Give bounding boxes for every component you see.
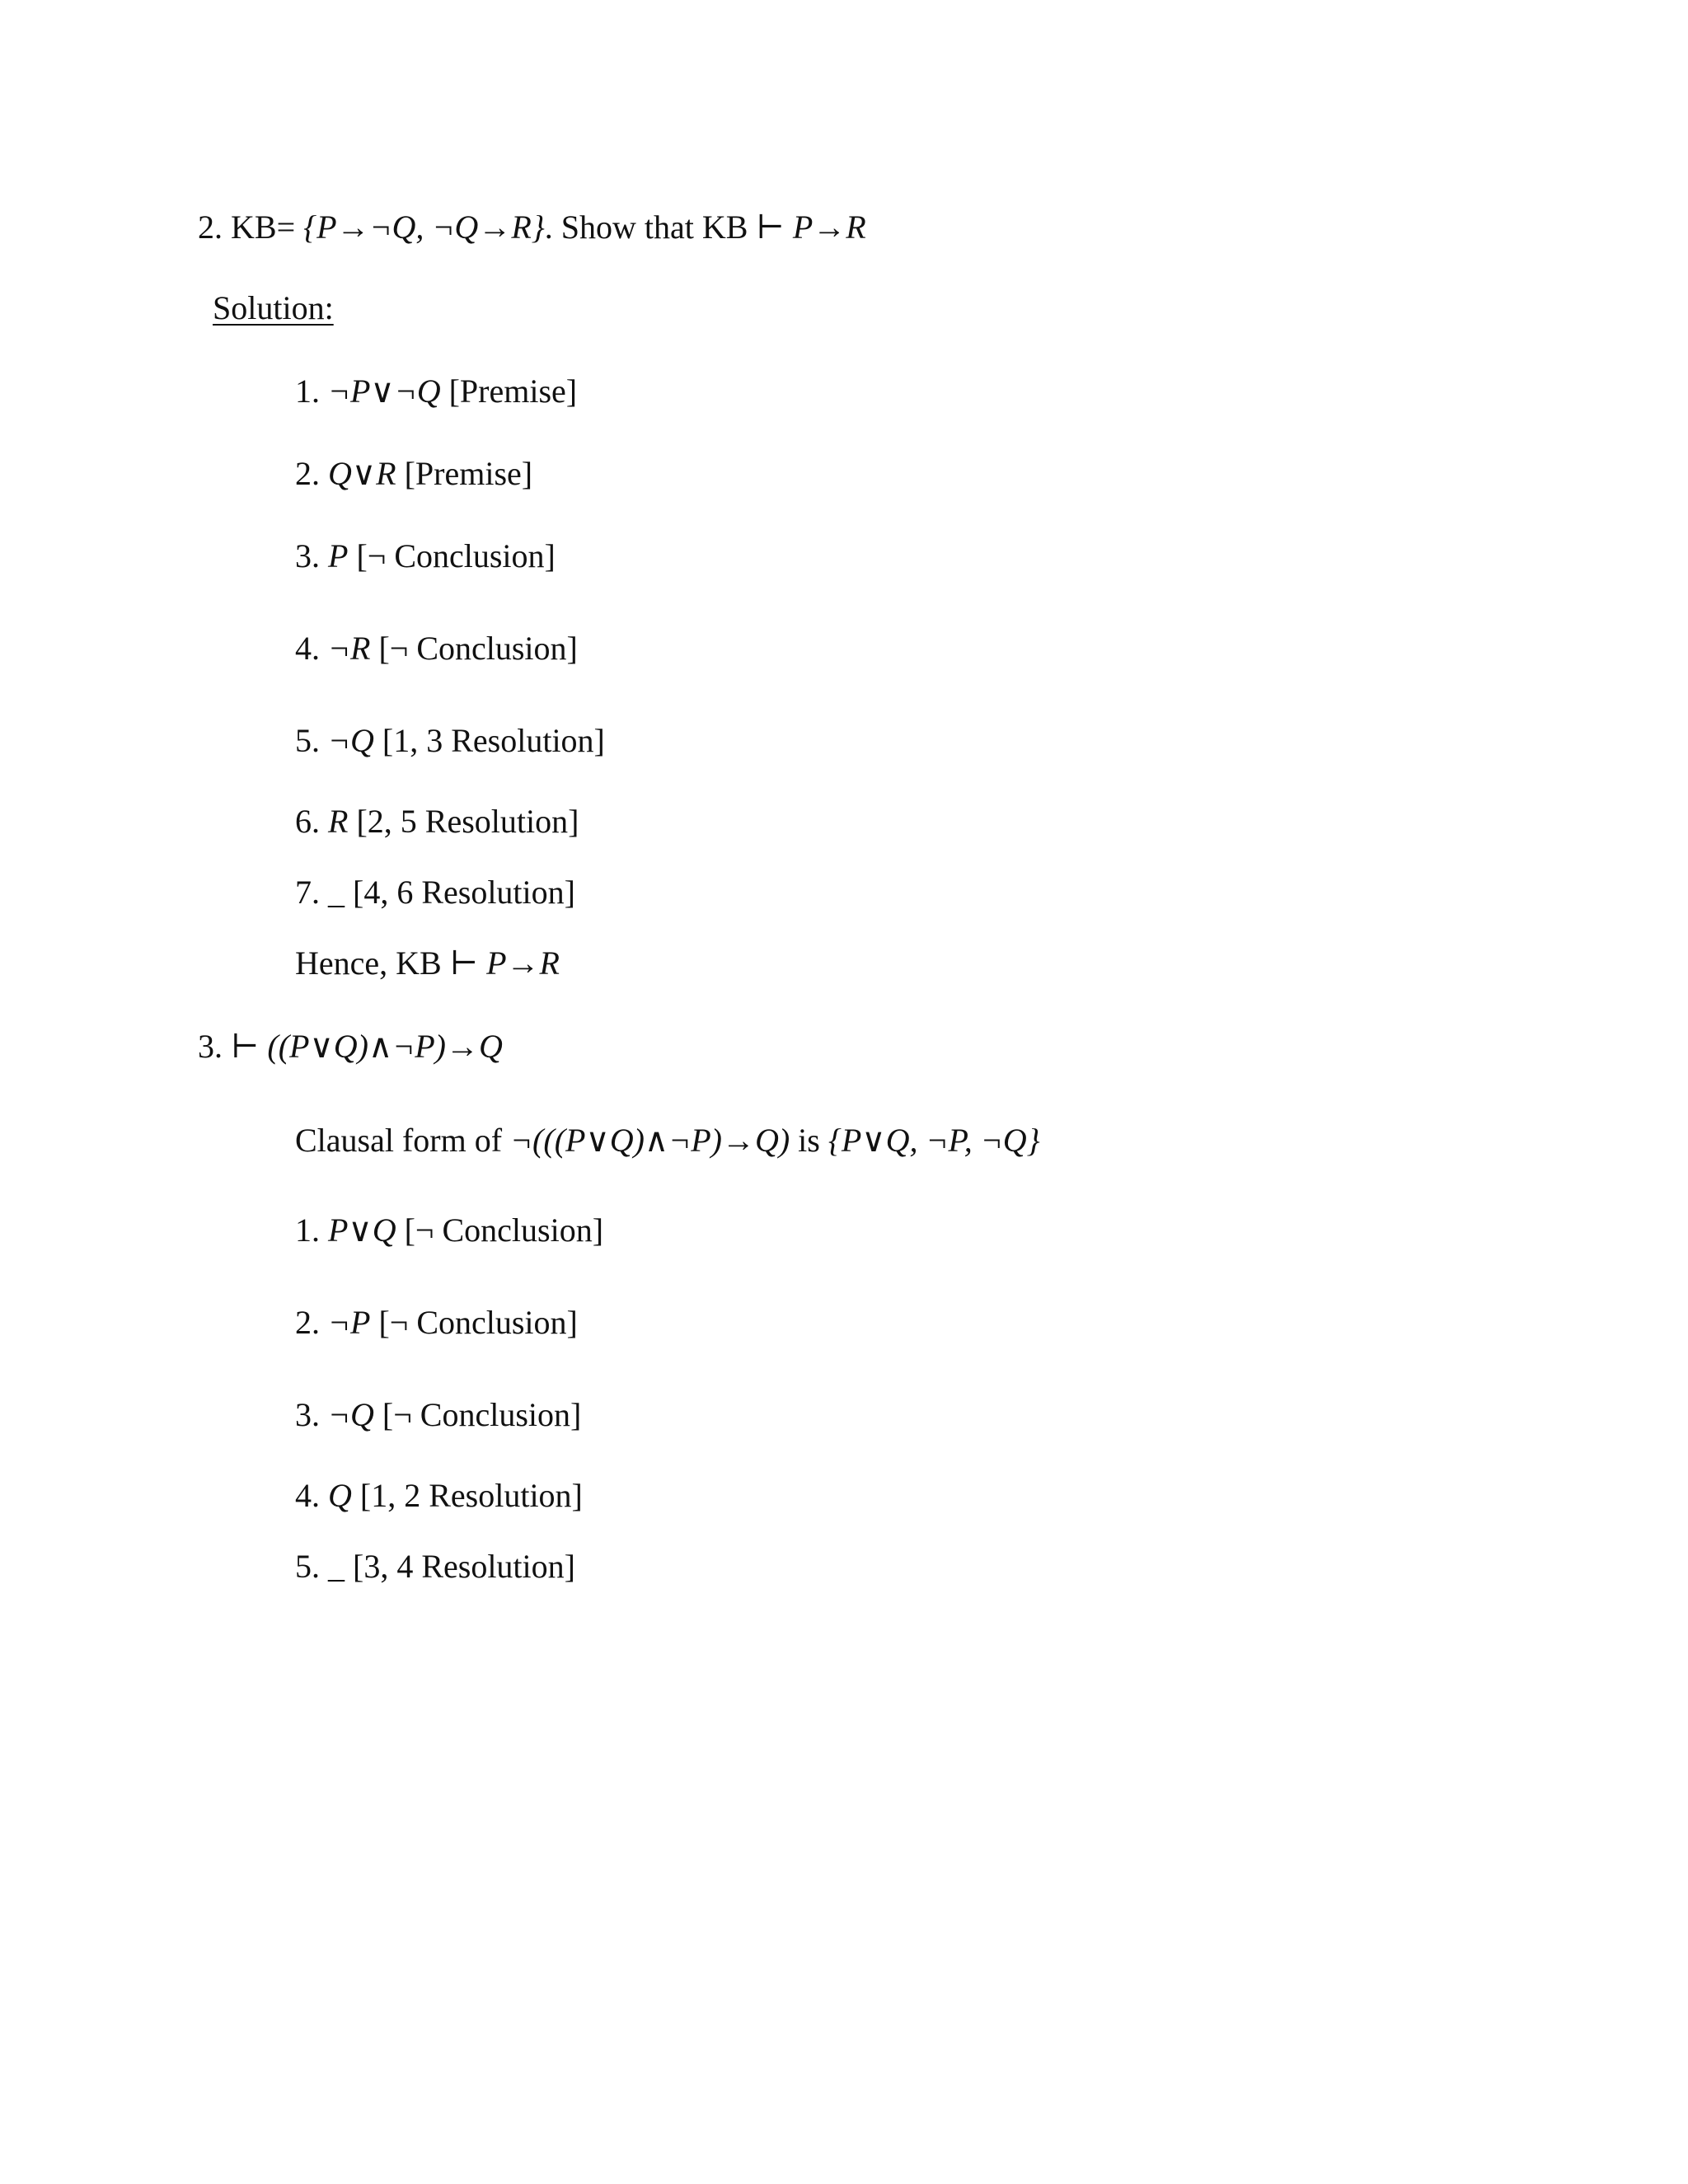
list-item: 3. ¬Q [¬ Conclusion] bbox=[295, 1396, 582, 1433]
clausal-prefix: Clausal form of bbox=[295, 1122, 503, 1159]
step-reason: [4, 6 Resolution] bbox=[353, 874, 575, 911]
list-item: 5. _ [3, 4 Resolution] bbox=[295, 1548, 575, 1585]
step-formula: ¬Q bbox=[328, 1396, 374, 1433]
step-formula: R bbox=[328, 803, 349, 840]
hence-line bbox=[295, 944, 560, 982]
list-item: 5. ¬Q [1, 3 Resolution] bbox=[295, 722, 605, 759]
clausal-negated-formula: ¬(((P∨Q)∧¬P)→Q) bbox=[510, 1122, 790, 1159]
step-reason: [¬ Conclusion] bbox=[404, 1212, 604, 1249]
list-item: 4. ¬R [¬ Conclusion] bbox=[295, 630, 578, 667]
clausal-is: is bbox=[798, 1122, 820, 1159]
step-reason: [¬ Conclusion] bbox=[378, 630, 578, 667]
hence-goal: P→R bbox=[486, 944, 560, 982]
step-formula: _ bbox=[328, 874, 345, 911]
problem-2-goal: P→R bbox=[792, 209, 866, 246]
step-reason: [¬ Conclusion] bbox=[382, 1396, 582, 1433]
step-formula: _ bbox=[328, 1548, 345, 1585]
list-item: 1. ¬P∨¬Q [Premise] bbox=[295, 373, 578, 410]
step-reason: [¬ Conclusion] bbox=[356, 537, 556, 574]
step-reason: [3, 4 Resolution] bbox=[353, 1548, 575, 1585]
problem-2-number: 2. KB= bbox=[198, 209, 296, 246]
step-formula: P∨Q bbox=[328, 1212, 396, 1249]
clausal-form-line bbox=[295, 1124, 1040, 1157]
list-item: 2. ¬P [¬ Conclusion] bbox=[295, 1304, 578, 1341]
step-reason: [¬ Conclusion] bbox=[378, 1304, 578, 1341]
step-formula: ¬P∨¬Q bbox=[328, 373, 441, 410]
problem-2-statement: . Show that KB ⊢ bbox=[544, 209, 785, 246]
hence-text: Hence, KB ⊢ bbox=[295, 944, 479, 982]
step-reason: [1, 3 Resolution] bbox=[382, 722, 605, 759]
list-item: 3. P [¬ Conclusion] bbox=[295, 537, 556, 574]
solution-label: Solution: bbox=[213, 289, 334, 326]
problem-3-formula: ((P∨Q)∧¬P)→Q bbox=[267, 1028, 503, 1065]
step-reason: [Premise] bbox=[404, 455, 533, 492]
list-item: 2. Q∨R [Premise] bbox=[295, 455, 533, 492]
list-item: 1. P∨Q [¬ Conclusion] bbox=[295, 1212, 604, 1249]
list-item: 6. R [2, 5 Resolution] bbox=[295, 803, 579, 840]
step-formula: ¬R bbox=[328, 630, 371, 667]
problem-3-header bbox=[198, 1030, 503, 1063]
clausal-set: {P∨Q, ¬P, ¬Q} bbox=[828, 1122, 1040, 1159]
kb-formula-1: {P→¬Q, bbox=[303, 209, 424, 246]
list-item: 7. _ [4, 6 Resolution] bbox=[295, 874, 575, 911]
step-formula: ¬Q bbox=[328, 722, 374, 759]
step-reason: [2, 5 Resolution] bbox=[356, 803, 579, 840]
step-formula: Q∨R bbox=[328, 455, 396, 492]
step-reason: [Premise] bbox=[448, 373, 578, 410]
step-formula: Q bbox=[328, 1477, 352, 1514]
list-item: 4. Q [1, 2 Resolution] bbox=[295, 1477, 583, 1514]
step-formula: P bbox=[328, 537, 349, 574]
kb-formula-2: ¬Q→R} bbox=[432, 209, 545, 246]
step-reason: [1, 2 Resolution] bbox=[359, 1477, 583, 1514]
step-formula: ¬P bbox=[328, 1304, 371, 1341]
problem-3-number: 3. ⊢ bbox=[198, 1028, 260, 1065]
problem-2-header bbox=[198, 211, 866, 244]
